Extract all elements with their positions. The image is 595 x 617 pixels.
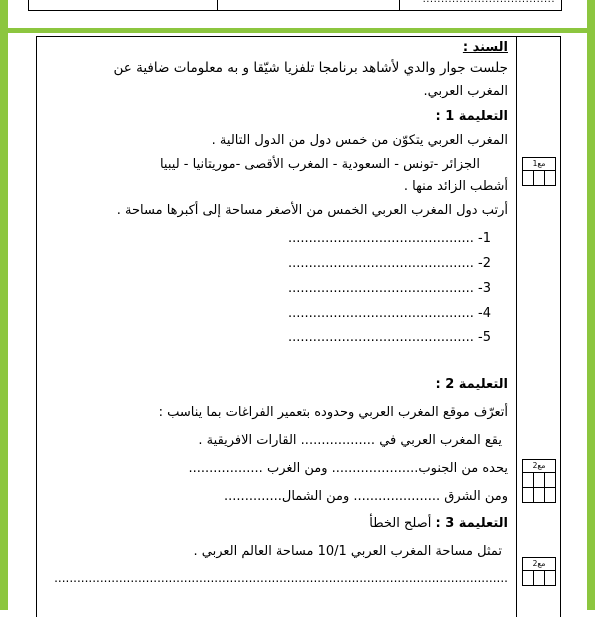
task1-title: التعليمة 1 : — [435, 109, 508, 124]
ranking-line-3[interactable]: ............................................. -3 — [287, 281, 491, 296]
ranking-line-5[interactable]: ............................................. -5 — [287, 330, 491, 345]
score-box-criterion-1 — [522, 157, 556, 186]
task1-line-1: المغرب العربي يتكوّن من خمس دول من الدول التالية . — [211, 133, 508, 148]
task1-line-3: أشطب الزائد منها . — [403, 179, 508, 194]
task2-line-4[interactable]: ومن الشرق ..................... ومن الشمال.............. — [224, 489, 508, 504]
ranking-line-4[interactable]: ............................................. -4 — [287, 306, 491, 321]
task3-heading — [369, 514, 508, 533]
score-column — [516, 37, 560, 617]
exercise-frame — [36, 36, 561, 617]
task2-title: التعليمة 2 : — [435, 377, 508, 392]
task3-instruction: أصلح الخطأ — [369, 516, 432, 531]
task3-title: التعليمة 3 : — [435, 516, 508, 531]
score-box-criterion-2-b — [522, 557, 556, 586]
section-divider — [0, 28, 595, 33]
ranking-line-2[interactable]: ............................................. -2 — [287, 256, 491, 271]
sanad-line-2: المغرب العربي. — [423, 84, 508, 99]
ranking-line-1[interactable]: ............................................. -1 — [287, 231, 491, 246]
score-label: مع2 — [523, 558, 555, 571]
page-border-right — [587, 0, 595, 610]
task2-line-1: أتعرّف موقع المغرب العربي وحدوده بتعمير الفراغات بما يناسب : — [158, 405, 508, 420]
score-label: مع2 — [523, 460, 555, 473]
sanad-line-1: جلست جوار والدي لأشاهد برنامجا تلفزيا شيّقا و به معلومات ضافية عن — [113, 60, 508, 76]
task1-countries: الجزائر -تونس - السعودية - المغرب الأقصى -موريتانيا - ليبيا — [159, 157, 480, 172]
task3-line-1: تمثل مساحة المغرب العربي 10/1 مساحة العالم العربي . — [193, 544, 502, 559]
sanad-title: السند : — [462, 40, 508, 55]
task1-line-4: أرتب دول المغرب العربي الخمس من الأصغر مساحة إلى أكبرها مساحة . — [116, 203, 508, 218]
header-dots — [423, 0, 555, 5]
page-border-left — [0, 0, 8, 610]
header-table-fragment — [28, 0, 562, 11]
task3-answer-dots[interactable]: ....................................................................................................................... — [54, 571, 508, 585]
task2-line-2[interactable]: يقع المغرب العربي في .................. القارات الافريقية . — [198, 433, 502, 448]
score-box-criterion-2 — [522, 459, 556, 503]
score-label: مع1 — [523, 158, 555, 171]
task2-line-3[interactable]: يحده من الجنوب..................... ومن الغرب .................. — [188, 461, 508, 476]
